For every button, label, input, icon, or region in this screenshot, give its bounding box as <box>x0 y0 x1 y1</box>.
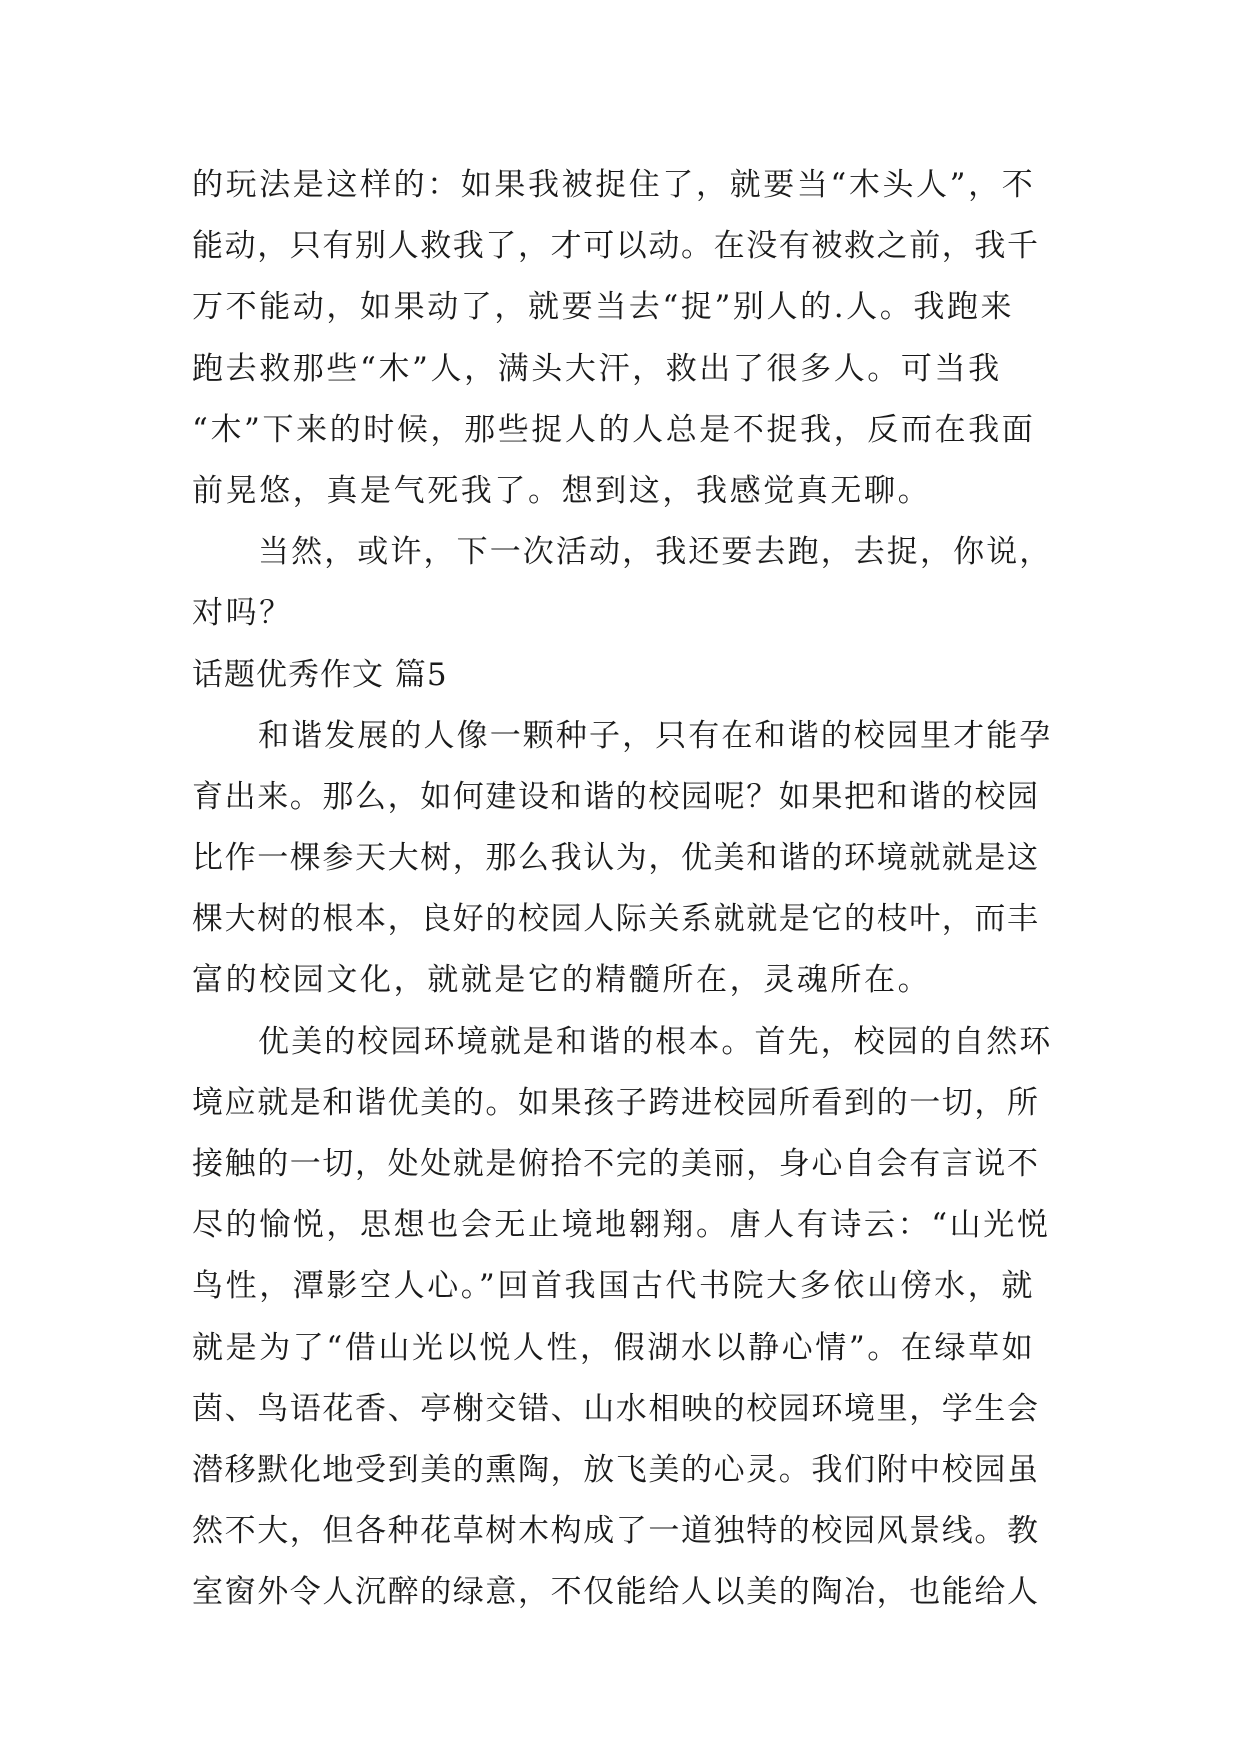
text-line: 能动，只有别人救我了，才可以动。在没有被救之前，我千 <box>192 228 1040 265</box>
text-line: 优美的校园环境就是和谐的根本。首先，校园的自然环 <box>258 1023 1053 1060</box>
text-line: 当然，或许，下一次活动，我还要去跑，去捉，你说， <box>258 534 1053 571</box>
text-line: “木”下来的时候，那些捉人的人总是不捉我，反而在我面 <box>192 411 1036 448</box>
text-line: 潜移默化地受到美的熏陶，放飞美的心灵。我们附中校园虽 <box>192 1451 1040 1488</box>
text-line: 富的校园文化，就就是它的精髓所在，灵魂所在。 <box>192 962 932 999</box>
text-line: 对吗？ <box>192 595 293 632</box>
text-line: 比作一棵参天大树，那么我认为，优美和谐的环境就就是这 <box>192 840 1040 877</box>
text-line: 万不能动，如果动了，就要当去“捉”别人的.人。我跑来 <box>192 289 1015 326</box>
text-line: 前晃悠，真是气死我了。想到这，我感觉真无聊。 <box>192 472 932 509</box>
text-line: 的玩法是这样的：如果我被捉住了，就要当“木头人”，不 <box>192 167 1036 203</box>
text-line: 就是为了“借山光以悦人性，假湖水以静心情”。在绿草如 <box>192 1329 1036 1366</box>
text-line: 然不大，但各种花草树木构成了一道独特的校园风景线。教 <box>192 1513 1040 1550</box>
text-line: 跑去救那些“木”人，满头大汗，救出了很多人。可当我 <box>192 350 1002 387</box>
text-line: 境应就是和谐优美的。如果孩子跨进校园所看到的一切，所 <box>192 1084 1040 1121</box>
document-body <box>192 155 1052 1624</box>
text-line: 鸟性，潭影空人心。”回首我国古代书院大多依山傍水，就 <box>192 1268 1035 1305</box>
text-line: 茵、鸟语花香、亭榭交错、山水相映的校园环境里，学生会 <box>192 1390 1040 1427</box>
text-line: 育出来。那么，如何建设和谐的校园呢？如果把和谐的校园 <box>192 778 1040 815</box>
text-line: 尽的愉悦，思想也会无止境地翱翔。唐人有诗云：“山光悦 <box>192 1207 1051 1244</box>
text-line: 和谐发展的人像一颗种子，只有在和谐的校园里才能孕 <box>258 717 1053 754</box>
text-line: 室窗外令人沉醉的绿意，不仅能给人以美的陶冶，也能给人 <box>192 1574 1040 1611</box>
text-line: 接触的一切，处处就是俯拾不完的美丽，身心自会有言说不 <box>192 1146 1040 1182</box>
text-line: 棵大树的根本，良好的校园人际关系就就是它的枝叶，而丰 <box>192 901 1040 938</box>
section-heading: 话题优秀作文 篇5 <box>192 656 448 693</box>
